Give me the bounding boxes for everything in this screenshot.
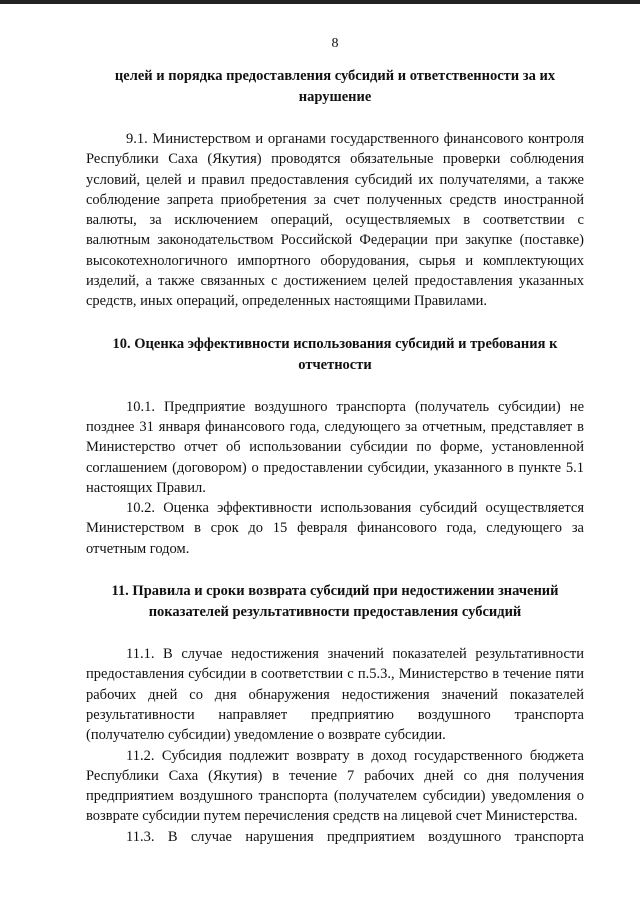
paragraph-11-1: 11.1. В случае недостижения значений показателей результативности предоставления субсидии в соответствии с п.5.3., Министерство в течение пяти рабочих дней со дня обнаружения недостижения значений показателей результативности направляет предприятию воздушного транспорта (получателю субсидии) уведомление о возврате субсидии. <box>86 646 584 744</box>
section-10-heading: 10. Оценка эффективности использования субсидий и требования к отчетности <box>112 335 558 373</box>
section-11-heading: 11. Правила и сроки возврата субсидий при недостижении значений показателей результативности предоставления субсидий <box>111 583 559 621</box>
top-border-rule <box>0 0 640 4</box>
paragraph-11-3: 11.3. В случае нарушения предприятием воздушного транспорта <box>126 828 584 845</box>
paragraph-11-2: 11.2. Субсидия подлежит возврату в доход государственного бюджета Республики Саха (Якутия) в течение 7 рабочих дней со дня получения предприятием воздушного транспорта (получателем субсидии) уведомления о возврате субсидии путем перечисления средств на лицевой счет Министерства. <box>86 747 584 825</box>
paragraph-9-1: 9.1. Министерством и органами государственного финансового контроля Республики Саха (Якутия) проводятся обязательные проверки соблюдения условий, целей и правил предоставления субсидий их получателями, а также соблюдение запрета приобретения за счет полученных средств иностранной валюты, за исключением операций, осуществляемых в соответствии с валютным законодательством Российской Федерации при закупке (поставке) высокотехнологичного импортного оборудования, сырья и комплектующих изделий, а также связанных с достижением целей предоставления указанных средств, иных операций, определенных настоящими Правилами. <box>86 131 584 310</box>
section-9-heading-continuation: целей и порядка предоставления субсидий и ответственности за их нарушение <box>114 68 556 105</box>
paragraph-10-2: 10.2. Оценка эффективности использования субсидий осуществляется Министерством в срок до 15 февраля финансового года, следующего за отчетным годом. <box>86 500 584 557</box>
page-number: 8 <box>331 36 339 51</box>
document-page <box>86 36 584 847</box>
paragraph-10-1: 10.1. Предприятие воздушного транспорта (получатель субсидии) не позднее 31 января финансового года, следующего за отчетным, представляет в Министерство отчет об использовании субсидии по форме, установленной соглашением (договором) о предоставлении субсидии, указанного в пункте 5.1 настоящих Правил. <box>86 398 584 496</box>
